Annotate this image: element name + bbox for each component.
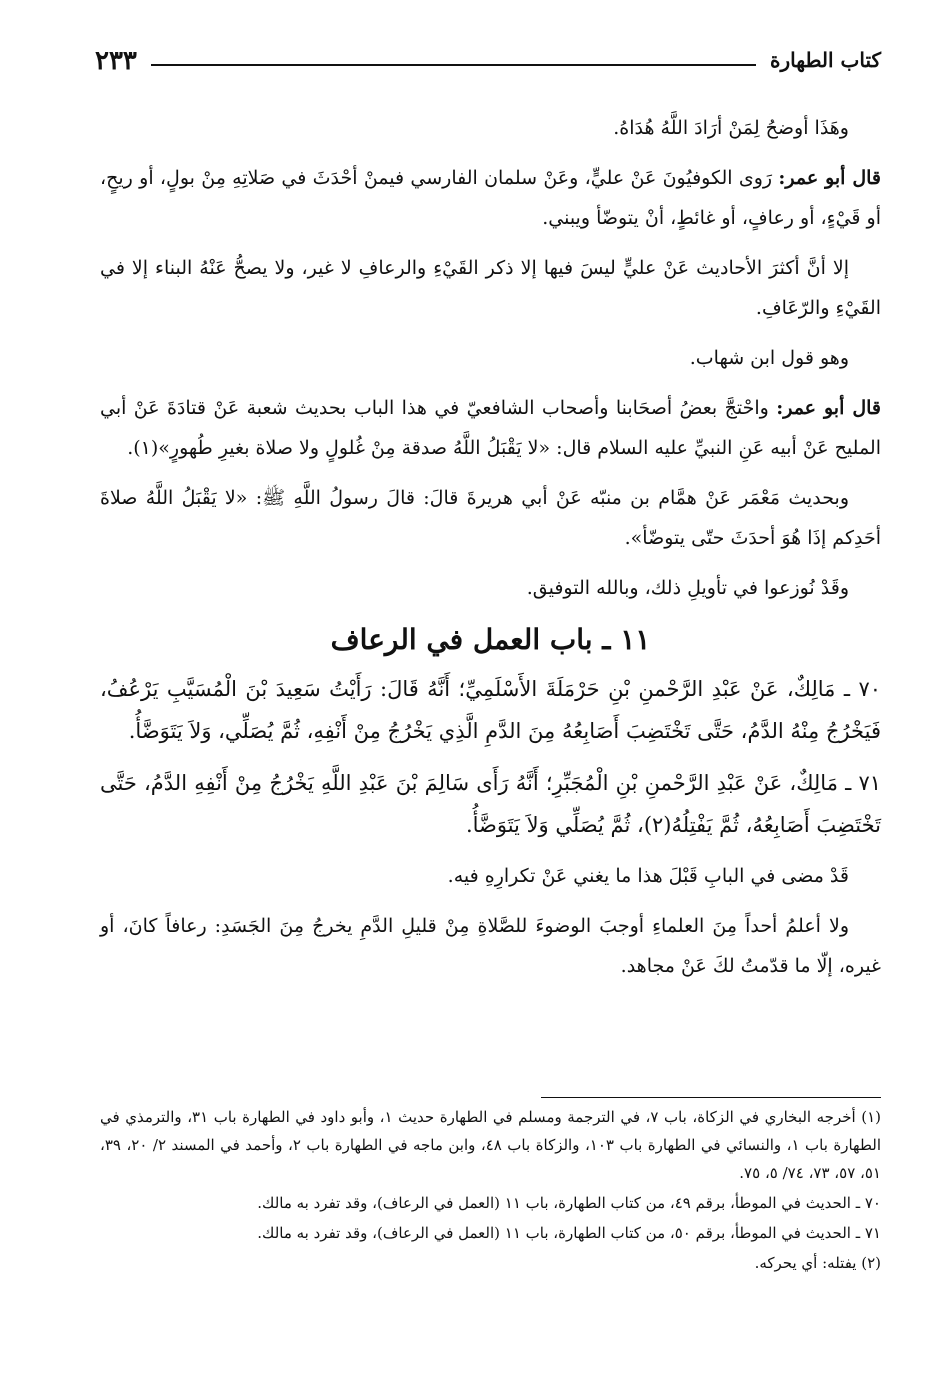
running-header [95, 40, 881, 74]
book-title: كتاب الطهارة [770, 48, 881, 72]
footnote: ٧٠ ـ الحديث في الموطأ، برقم ٤٩، من كتاب الطهارة، باب ١١ (العمل في الرعاف)، وقد تفرد به مالك. [257, 1194, 881, 1212]
paragraph: وقَدْ نُوزعوا في تأويلِ ذلك، وبالله التوفيق. [526, 577, 849, 599]
paragraph: وهو قول ابن شهاب. [689, 347, 849, 369]
hadith-70: ٧٠ ـ مَالِكٌ، عَنْ عَبْدِ الرَّحْمنِ بْنِ حَرْمَلَةَ الأَسْلَمِيِّ؛ أَنَّهُ قَالَ: رَأَيْتُ سَعِيدَ بْنَ الْمُسَيَّبِ يَرْعُفُ، فَيَخْرُجُ مِنْهُ الدَّمُ، حَتَّى تَخْتَضِبَ أَصَابِعُهُ مِنَ الدَّمِ الَّذِي يَخْرُجُ مِنْ أَنْفِهِ، ثُمَّ يُصَلِّي، وَلاَ يَتَوَضَّأُ. [100, 677, 881, 743]
paragraph: إلا أنَّ أكثرَ الأحاديث عَنْ عليٍّ ليسَ فيها إلا ذكر القَيْءِ والرعافِ لا غير، ولا يصحُّ عَنْهُ البناء إلا في القَيْءِ والرّعَافِ. [100, 257, 881, 319]
paragraph: قَدْ مضى في البابِ قَبْلَ هذا ما يغني عَنْ تكرارِهِ فيه. [447, 865, 849, 887]
chapter-heading: ١١ ـ باب العمل في الرعاف [330, 623, 651, 656]
speaker-label: قال أبو عمر: [776, 397, 882, 419]
footnote: ٧١ ـ الحديث في الموطأ، برقم ٥٠، من كتاب الطهارة، باب ١١ (العمل في الرعاف)، وقد تفرد به مالك. [257, 1224, 881, 1242]
paragraph: وبحديث مَعْمَر عَنْ همَّام بن منبّه عَنْ أبي هريرةَ قالَ: قالَ رسولُ اللَّهِ ﷺ: «لا يَقْبَلُ اللَّهُ صلاةَ أحَدِكم إذَا هُوَ أحدَثَ حتّى يتوضّأ». [100, 487, 881, 549]
footnotes [100, 1103, 881, 1279]
paragraph: وهَذَا أوضحُ لِمَنْ أرَادَ اللَّهُ هُدَاهُ. [613, 117, 849, 139]
hadith-71: ٧١ ـ مَالِكٌ، عَنْ عَبْدِ الرَّحْمنِ بْنِ الْمُجَبِّرِ؛ أَنَّهُ رَأَى سَالِمَ بْنَ عَبْدِ اللَّهِ يَخْرُجُ مِنْ أَنْفِهِ الدَّمُ، حَتَّى تَخْتَضِبَ أَصَابِعُهُ، ثُمَّ يَفْتِلُهُ(٢)، ثُمَّ يُصَلِّي وَلاَ يَتَوَضَّأُ. [100, 771, 881, 837]
speaker-label: قال أبو عمر: [778, 167, 882, 189]
footnote: (١) أخرجه البخاري في الزكاة، باب ٧، في الترجمة ومسلم في الطهارة حديث ١، وأبو داود في الطهارة باب ٣١، والترمذي في الطهارة باب ١، والنسائي في الطهارة باب ١٠٣، والزكاة باب ٤٨، وابن ماجه في الطهارة باب ٢، وأحمد في المسند ٢/ ٢٠، ٣٩، ٥١، ٥٧، ٧٣، ٧٤/ ٥، ٧٥. [100, 1108, 882, 1182]
footnote: (٢) يفتله: أي يحركه. [754, 1254, 881, 1272]
main-text [100, 108, 881, 996]
header-rule [151, 64, 756, 66]
paragraph: قال أبو عمر: رَوى الكوفيُونَ عَنْ عليٍّ، وعَنْ سلمان الفارسي فيمنْ أحْدَثَ في صَلاتِهِ مِنْ بولٍ، أو ريحٍ، أو قَيْءٍ، أو رعافٍ، أو غائطٍ، أنْ يتوضّأ ويبني. [100, 167, 882, 229]
paragraph: ولا أعلمُ أحداً مِنَ العلماءِ أوجبَ الوضوءَ للصَّلاةِ مِنْ قليلِ الدَّمِ يخرجُ مِنَ الجَسَدِ: رعافاً كانَ، أو غيره، إلّا ما قدّمتُ لكَ عَنْ مجاهد. [100, 915, 881, 977]
page-number: ٢٣٣ [95, 46, 137, 76]
footnote-separator [541, 1097, 881, 1098]
paragraph: قال أبو عمر: واحْتجَّ بعضُ أصحَابنا وأصحاب الشافعيّ في هذا الباب بحديث شعبة عَنْ قتادَةَ عَنْ أبي المليح عَنْ أبيه عَنِ النبيِّ عليه السلام قال: «لا يَقْبَلُ اللَّهُ صدقة مِنْ غُلولٍ ولا صلاة بغيرِ طُهورٍ»(١). [100, 397, 882, 459]
